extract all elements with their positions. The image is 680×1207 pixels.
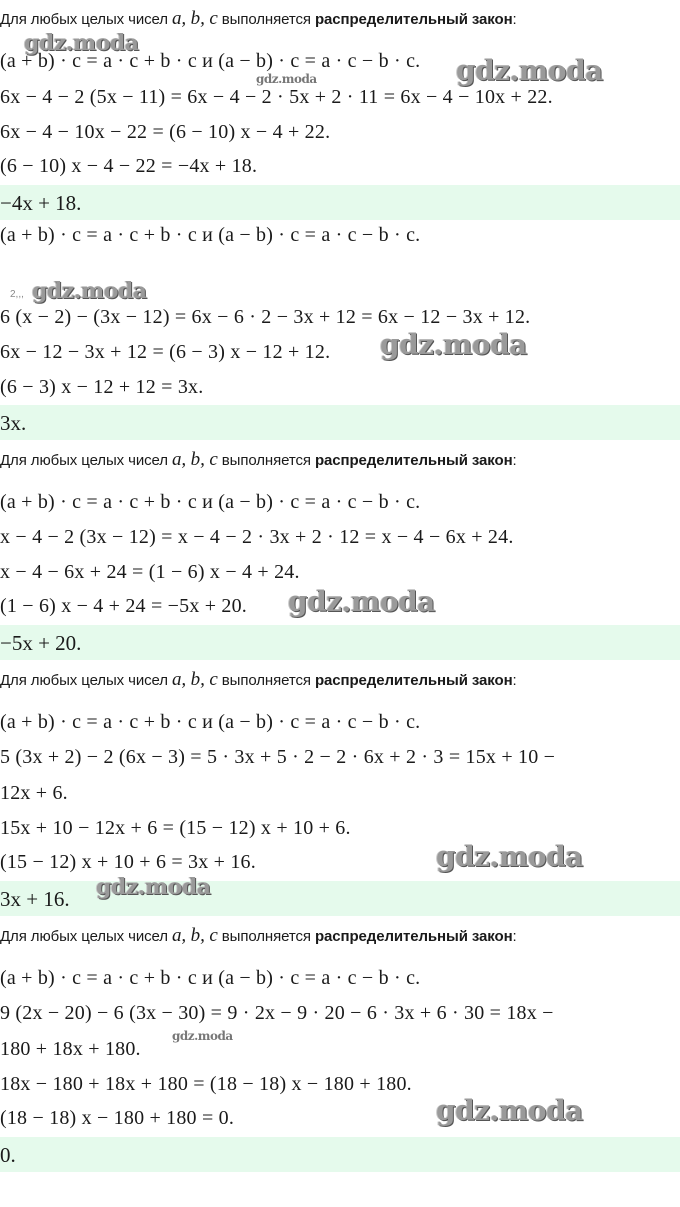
calc-line: (6 − 3) x − 12 + 12 = 3x.: [0, 376, 204, 398]
calc-line: 6x − 12 − 3x + 12 = (6 − 3) x − 12 + 12.: [0, 341, 331, 363]
watermark: gdz.moda: [288, 585, 435, 618]
calc-line: 5 (3x + 2) − 2 (6x − 3) = 5 · 3x + 5 · 2 − 2 · 6x + 2 · 3 = 15x + 10 −: [0, 746, 556, 768]
watermark: gdz.moda: [172, 1029, 233, 1043]
watermark: gdz.moda: [436, 1094, 583, 1127]
calc-line: (1 − 6) x − 4 + 24 = −5x + 20.: [0, 595, 247, 617]
answer-bar: [0, 625, 680, 660]
intro-text-5: Для любых целых чисел a, b, c выполняется распределительный закон:: [0, 925, 517, 946]
watermark: gdz.moda: [436, 840, 583, 873]
intro-text-4: Для любых целых чисел a, b, c выполняется распределительный закон:: [0, 669, 517, 690]
law-line-3: (a + b) · c = a · c + b · c и (a − b) · c = a · c − b · c.: [0, 491, 421, 513]
answer-bar: [0, 1137, 680, 1172]
calc-line: x − 4 − 6x + 24 = (1 − 6) x − 4 + 24.: [0, 561, 300, 583]
answer-bar: [0, 405, 680, 440]
calc-line: 12x + 6.: [0, 782, 68, 804]
answer-bar: [0, 185, 680, 220]
calc-line: 6 (x − 2) − (3x − 12) = 6x − 6 · 2 − 3x + 12 = 6x − 12 − 3x + 12.: [0, 306, 531, 328]
watermark: gdz.moda: [256, 72, 317, 86]
watermark: gdz.moda: [32, 278, 147, 304]
answer: −4x + 18.: [0, 191, 82, 215]
intro-text-3: Для любых целых чисел a, b, c выполняется распределительный закон:: [0, 449, 517, 470]
law-line-4: (a + b) · c = a · c + b · c и (a − b) · c = a · c − b · c.: [0, 711, 421, 733]
calc-line: 180 + 18x + 180.: [0, 1038, 141, 1060]
answer: 3x + 16.: [0, 887, 70, 911]
calc-line: (6 − 10) x − 4 − 22 = −4x + 18.: [0, 155, 258, 177]
answer: 3x.: [0, 411, 27, 435]
calc-line: x − 4 − 2 (3x − 12) = x − 4 − 2 · 3x + 2 · 12 = x − 4 − 6x + 24.: [0, 526, 514, 548]
law-line-1: (a + b) · c = a · c + b · c и (a − b) · c = a · c − b · c.: [0, 50, 421, 72]
calc-line: 9 (2x − 20) − 6 (3x − 30) = 9 · 2x − 9 · 20 − 6 · 3x + 6 · 30 = 18x −: [0, 1002, 554, 1024]
calc-line: (15 − 12) x + 10 + 6 = 3x + 16.: [0, 851, 256, 873]
answer: 0.: [0, 1143, 16, 1167]
calc-line: 6x − 4 − 10x − 22 = (6 − 10) x − 4 + 22.: [0, 121, 331, 143]
law-line-5: (a + b) · c = a · c + b · c и (a − b) · c = a · c − b · c.: [0, 967, 421, 989]
answer: −5x + 20.: [0, 631, 82, 655]
calc-line: 6x − 4 − 2 (5x − 11) = 6x − 4 − 2 · 5x + 2 · 11 = 6x − 4 − 10x + 22.: [0, 86, 553, 108]
calc-line: 15x + 10 − 12x + 6 = (15 − 12) x + 10 + 6.: [0, 817, 351, 839]
law-line-2: (a + b) · c = a · c + b · c и (a − b) · c = a · c − b · c.: [0, 224, 421, 246]
text-fragment: 2,,,: [10, 289, 24, 300]
watermark: gdz.moda: [24, 30, 139, 56]
watermark: gdz.moda: [456, 54, 603, 87]
calc-line: 18x − 180 + 18x + 180 = (18 − 18) x − 180 + 180.: [0, 1073, 412, 1095]
intro-text-1: Для любых целых чисел a, b, c выполняется распределительный закон:: [0, 8, 517, 29]
watermark: gdz.moda: [96, 874, 211, 900]
calc-line: (18 − 18) x − 180 + 180 = 0.: [0, 1107, 235, 1129]
watermark: gdz.moda: [380, 328, 527, 361]
